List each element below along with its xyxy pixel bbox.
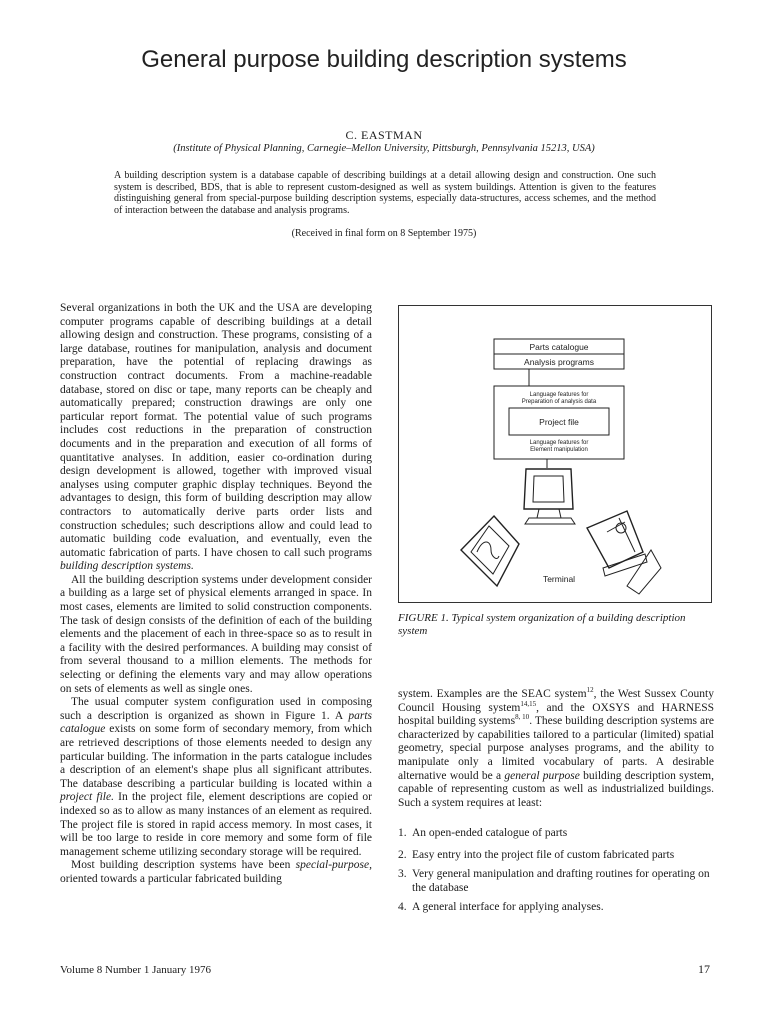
requirements-list <box>398 827 714 915</box>
paragraph-1 <box>60 302 372 574</box>
lang-element-label-2: Element manipulation <box>530 447 588 453</box>
term-general-purpose: general purpose <box>504 769 580 782</box>
paragraph-4-text-a: Most building description systems have been <box>71 859 296 872</box>
paragraph-5-text-a: system. Examples are the SEAC system <box>398 688 587 700</box>
paragraph-5-text-d: . These building description systems are characterized by capabilities tailored to a particular (limited) spatial geometry, special purpose analyses programs, and the ability to manipulate only a limited vocabulary of parts. A desirable alternative would be a <box>398 715 715 782</box>
term-building-description-systems: building description systems. <box>60 560 194 573</box>
paragraph-5-text-c: , and the OXSYS and HARNESS hospital building systems <box>398 701 714 728</box>
lang-analysis-label-1: Language features for <box>529 392 589 398</box>
project-file-label: Project file <box>539 417 579 427</box>
paragraph-5-text-b: , the West Sussex County Council Housing system <box>398 688 714 714</box>
figure-1 <box>398 305 712 603</box>
keyboard-icon <box>587 511 643 568</box>
paragraph-4 <box>60 859 372 886</box>
list-text: A general interface for applying analyses. <box>412 901 604 914</box>
term-project-file: project file. <box>60 791 114 804</box>
parts-catalogue-label: Parts catalogue <box>529 342 589 352</box>
lang-element-label-1: Language features for <box>529 440 589 446</box>
left-column <box>60 302 372 887</box>
list-item <box>398 849 714 863</box>
citation-ref: 12 <box>586 686 594 695</box>
abstract: A building description system is a database capable of describing buildings at a detail allowing design and construction. One such system is described, BDS, that is able to represent custom-designed as well as system buildings. Attention is given to the features distinguishing general from special-purpose building description systems, especially data-structures, access schemes, and the method of interaction between the database and analysis programs. <box>114 170 656 217</box>
citation-ref: 14,15 <box>520 699 537 708</box>
page-title: General purpose building description systems <box>141 46 627 73</box>
list-item <box>398 901 714 915</box>
system-diagram <box>399 306 711 602</box>
paragraph-3-text-a: The usual computer system configuration used in composing such a description is organized as shown in Figure 1. A <box>60 696 372 722</box>
term-parts-catalogue: parts catalogue <box>60 709 372 736</box>
monitor-icon <box>524 469 573 509</box>
screen-icon <box>533 476 564 502</box>
lang-analysis-label-2: Preparation of analysis data <box>521 399 597 405</box>
list-text: An open-ended catalogue of parts <box>412 827 568 839</box>
list-item <box>398 827 714 841</box>
list-text: Easy entry into the project file of custom fabricated parts <box>412 848 675 861</box>
terminal-label: Terminal <box>542 574 576 584</box>
journal-info: Volume 8 Number 1 January 1976 <box>60 964 212 976</box>
paragraph-3-text-b: exists on some form of secondary memory, from which are retrieved descriptions of those elements needed to design any particular building. The information in the parts catalogue includes a description of an element's shape plus all significant attributes. The database describing a particular building is located within a <box>60 723 372 790</box>
list-number: 3. <box>398 868 407 881</box>
list-text: Very general manipulation and drafting routines for operating on the database <box>412 868 710 894</box>
list-number: 1. <box>398 827 407 839</box>
paragraph-5-text-e: building description system, capable of representing custom as well as industrialized buildings. Such a system requires at least: <box>398 769 714 809</box>
paragraph-4-text-b: oriented towards a particular fabricated building <box>60 872 282 885</box>
list-number: 4. <box>398 901 407 914</box>
figure-caption: FIGURE 1. Typical system organization of a building description system <box>398 612 686 637</box>
paragraph-3-text-c: In the project file, element descriptions are copied or indexed so as to allow as many instances of an element as required. The project file is stored in rapid access memory. In most cases, it will be too large to reside in core memory and some form of file management scheme utilizing secondary storage will be required. <box>60 791 373 858</box>
analysis-programs-label: Analysis programs <box>524 357 594 367</box>
list-number: 2. <box>398 848 407 861</box>
paragraph-5 <box>398 688 714 810</box>
stylus-trace-icon <box>477 542 499 558</box>
received-date: (Received in final form on 8 September 1975) <box>291 228 477 239</box>
list-item <box>398 868 714 895</box>
paragraph-1-text: Several organizations in both the UK and the USA are developing computer programs capable of describing buildings at a detail allowing design and construction. These programs, consisting of a large database, routines for manipulation, analysis and document preparation, have the potential of replacing drawings as construction contract documents. From a machine-readable database, stored on disc or tape, many reports can be cheaply and automatically prepared; construction drawings are only one particular report format. The potential value of such programs includes cost reductions in the preparation of construction documents and in the preparation and execution of all forms of quantitative analyses. In addition, easier co-ordination during design development is allowed, together with improved visual analyses using computer graphic display techniques. Beyond the advantages to design, this form of building description may allow contractors to automatically derive parts order lists and construction schedules; such descriptions allow and could lead to automatic building code evaluation, and eventually, even the automatic fabrication of parts. I have chosen to call such programs <box>60 302 372 559</box>
term-special-purpose: special-purpose, <box>295 859 372 872</box>
page-number: 17 <box>698 962 710 976</box>
paragraph-2: All the building description systems under development consider a building as a large set of physical elements arranged in space. In most cases, elements are limited to solid construction components. The task of design consists of the definition of each of the building elements and the placement of each in three-space so as to result in a facility with the desired performances. A building may consist of from several thousand to a million elements. The methods for selecting or defining the elements vary and may allow operations on sets of elements as well as single ones. <box>60 573 372 695</box>
author: C. EASTMAN <box>345 128 423 142</box>
paragraph-3 <box>60 696 372 859</box>
affiliation: (Institute of Physical Planning, Carnegie–Mellon University, Pittsburgh, Pennsylvania 15213, USA) <box>173 143 595 154</box>
right-column <box>398 688 714 810</box>
citation-ref: 8, 10 <box>515 713 530 722</box>
